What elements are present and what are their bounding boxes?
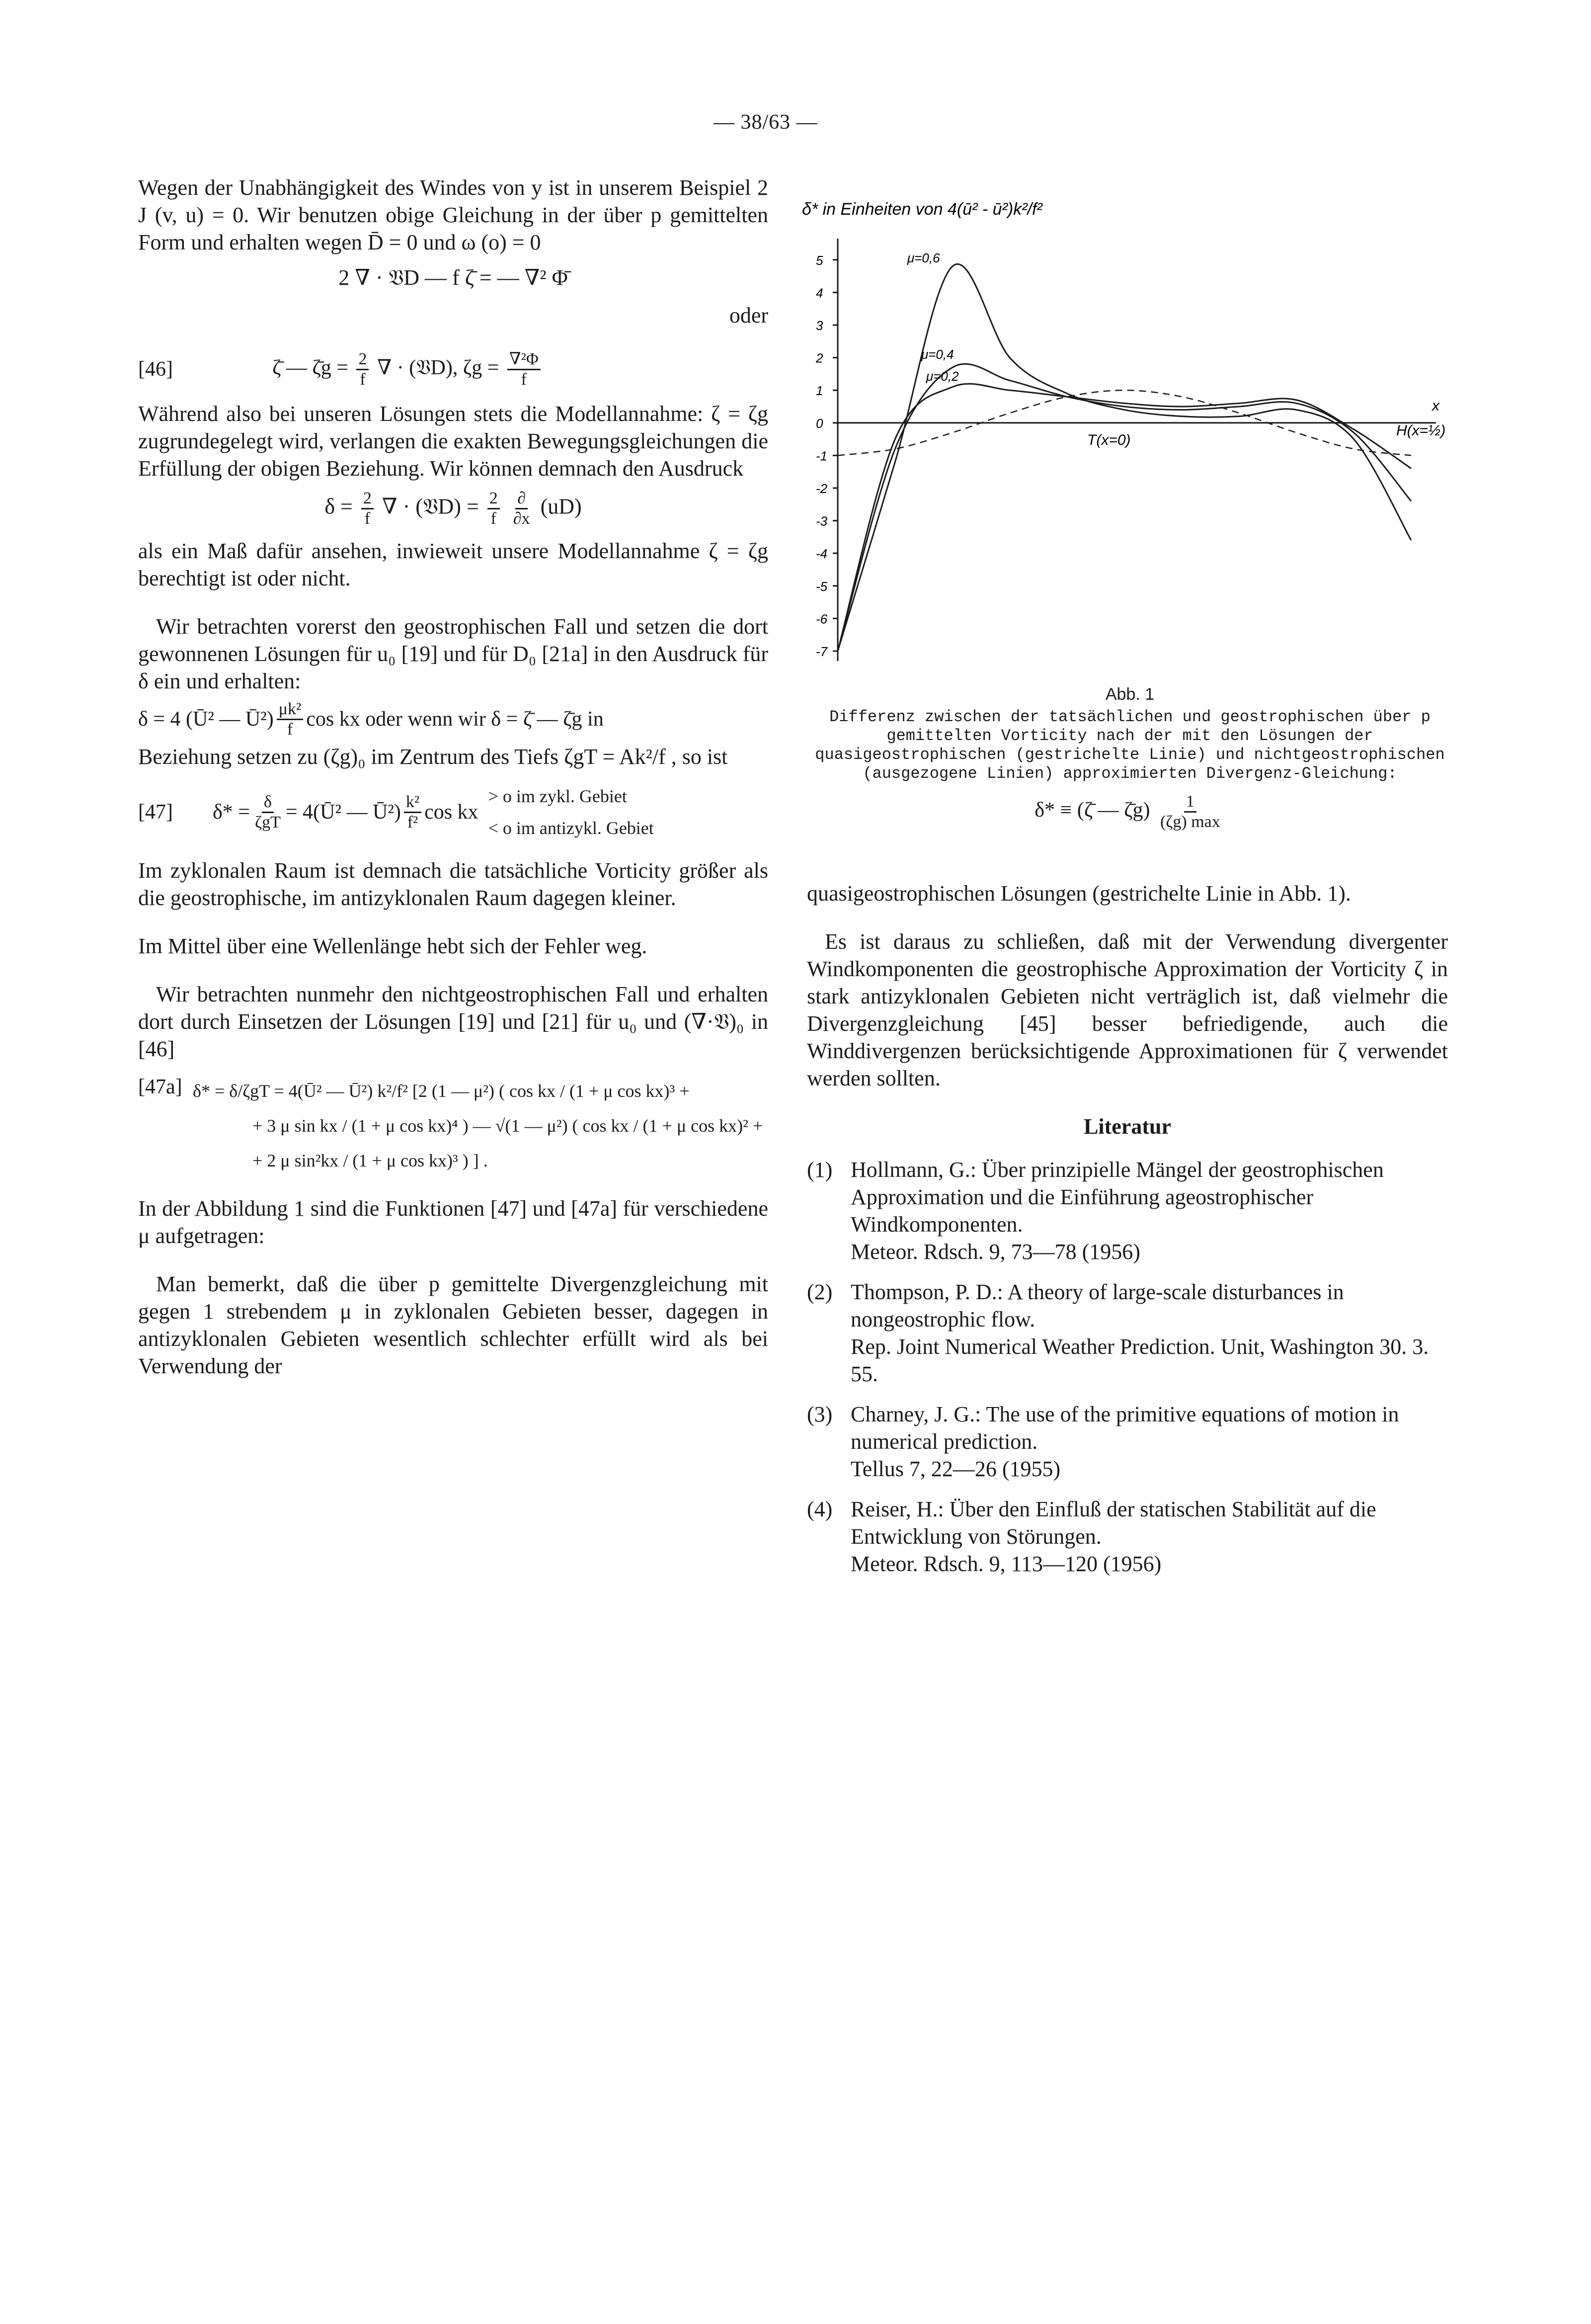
equation-line: + 3 μ sin kx / (1 + μ cos kx)⁴ ) — √(1 — μ²) ( cos kx / (1 + μ cos kx)² + [252, 1116, 763, 1136]
series-line-1 [838, 364, 1411, 651]
equation-46 [138, 350, 768, 389]
numerator: ∇²Φ [507, 350, 541, 370]
fraction [404, 793, 421, 832]
paragraph-conclusion: Es ist daraus zu schließen, daß mit der Verwendung divergenter Windkomponenten die geostrophische Approximation der Vorticity ζ in stark antizyklonalen Gebieten nicht verträglich ist, daß vielmehr die Divergenzgleichung [45] besser befriedigende, auch die Winddivergenzen berücksichtigende Approximationen für ζ verwendet werden sollten. [807, 929, 1448, 1090]
equation-delta-geo [138, 700, 768, 739]
curve-label-mu-06: μ=0,6 [907, 250, 940, 265]
caption-formula [807, 792, 1453, 831]
curve-label-mu-04: μ=0,4 [921, 347, 954, 362]
caption-text: Differenz zwischen der tatsächlichen und geostrophischen über p gemittelten Vorticity nach der mit den Lösungen der quasigeostrophischen (gestrichelte Linie) und nichtgeostrophischen (ausgezogene Linien) approximierten Divergenz-Gleichung: [815, 708, 1445, 783]
fraction [487, 489, 500, 528]
series-line-0 [838, 264, 1411, 651]
y-tick-label: -3 [816, 513, 828, 529]
reference-item [807, 1278, 1448, 1388]
denominator: f [521, 370, 527, 389]
denominator: f² [407, 813, 418, 831]
denominator: (ζg) max [1160, 813, 1220, 831]
reference-source: Meteor. Rdsch. 9, 73—78 (1956) [851, 1240, 1140, 1264]
reference-text [851, 1156, 1448, 1265]
paragraph-geostrophic: Wir betrachten vorerst den geostrophischen Fall und setzen die dort gewonnenen Lösungen für u₀ [19] und für D₀ [21a] in den Ausdruck für δ ein und erhalten: [138, 614, 768, 693]
reference-source: Meteor. Rdsch. 9, 113—120 (1956) [851, 1552, 1162, 1576]
figure-caption [807, 685, 1453, 831]
label-tief: T(x=0) [1087, 432, 1131, 448]
page-number: — 38/63 — [714, 111, 818, 134]
y-tick-label: -7 [816, 644, 828, 659]
equation-term: cos kx [424, 800, 478, 824]
reference-list [807, 1156, 1448, 1577]
left-column [138, 174, 768, 1401]
numerator: δ [262, 793, 274, 813]
equation-term: ζ̄ — ζ̄g = [272, 356, 348, 380]
y-tick-label: -2 [816, 481, 828, 496]
numerator: k² [404, 793, 421, 813]
numerator: 1 [1184, 792, 1196, 813]
fraction [277, 700, 303, 739]
formula-term: δ* ≡ (ζ̄ — ζ̄g) [1034, 799, 1150, 822]
denominator: ζgT [254, 813, 281, 831]
equation-number: [47a] [138, 1076, 182, 1098]
fraction [1158, 792, 1222, 831]
numerator: 2 [487, 489, 500, 509]
equation-body [213, 780, 768, 844]
paragraph-nongeostrophic: Wir betrachten nunmehr den nichtgeostrophischen Fall und erhalten dort durch Einsetzen der Lösungen [19] und [21] für u₀ und (∇·𝔙)₀ in [46] [138, 982, 768, 1061]
equation-term: = 4(Ū² — Ū²) [285, 800, 401, 824]
y-tick-label: -5 [816, 579, 828, 594]
x-axis-label: x [1432, 398, 1439, 414]
case-anticyclonic: < o im antizykl. Gebiet [488, 818, 654, 838]
denominator: f [364, 509, 371, 528]
y-tick-label: 4 [816, 285, 823, 301]
paragraph-cyclonic: Im zyklonalen Raum ist demnach die tatsächliche Vorticity größer als die geostrophische, im antizyklonalen Raum dagegen kleiner. [138, 858, 768, 910]
paragraph-model: Während also bei unseren Lösungen stets die Modellannahme: ζ = ζg zugrundegelegt wird, verlangen die exakten Bewegungsgleichungen die Erfüllung der obigen Beziehung. Wir können demnach den Ausdruck [138, 402, 768, 481]
numerator: μk² [277, 700, 303, 720]
equation-divergence: 2 ∇ · 𝔙D — f ζ̄ = — ∇² Φ̄ [338, 265, 568, 290]
equation-term: δ = [324, 494, 353, 519]
reference-title: Hollmann, G.: Über prinzipielle Mängel der geostrophischen Approximation und die Einführung ageostrophischer Windkomponenten. [851, 1158, 1384, 1237]
literature-heading: Literatur [1084, 1114, 1171, 1139]
denominator: f [490, 509, 496, 528]
reference-number: (4) [807, 1497, 833, 1521]
oder-label: oder [729, 303, 768, 328]
caption-title: Abb. 1 [1105, 685, 1155, 704]
equation-delta [138, 489, 768, 528]
reference-item [807, 1495, 1448, 1577]
equation-47 [138, 780, 768, 844]
fraction [361, 489, 374, 528]
figure-1-chart [795, 184, 1481, 681]
paragraph-quasigeo: quasigeostrophischen Lösungen (gestrichelte Linie in Abb. 1). [807, 881, 1351, 906]
reference-number: (1) [807, 1158, 833, 1182]
reference-item [807, 1156, 1448, 1265]
label-hoch: H(x=½) [1396, 422, 1446, 439]
equation-line: δ* = δ/ζgT = 4(Ū² — Ū²) k²/f² [2 (1 — μ²) ( cos kx / (1 + μ cos kx)³ + [193, 1081, 690, 1101]
reference-text [851, 1401, 1448, 1483]
paragraph-relation: Beziehung setzen zu (ζg)₀ im Zentrum des Tiefs ζgT = Ak²/f , so ist [138, 745, 728, 769]
equation-number: [47] [138, 800, 173, 824]
equation-term: ∇ · (𝔙D) = [382, 494, 479, 519]
numerator: 2 [356, 350, 369, 370]
y-tick-label: 2 [816, 350, 823, 366]
reference-text [851, 1495, 1448, 1577]
y-tick-label: 5 [816, 252, 823, 268]
case-cyclonic: > o im zykl. Gebiet [488, 786, 627, 806]
equation-term: cos kx oder wenn wir δ = ζ̄ — ζ̄g in [306, 708, 604, 731]
equation-47a [138, 1074, 768, 1178]
equation-term: ∇ · (𝔙D), ζg = [377, 356, 499, 380]
reference-title: Charney, J. G.: The use of the primitive equations of motion in numerical prediction. [851, 1402, 1399, 1454]
numerator: 2 [361, 489, 374, 509]
equation-term: δ* = [213, 800, 250, 824]
right-column [807, 880, 1448, 1590]
equation-number: [46] [138, 358, 173, 381]
paragraph-observation: Man bemerkt, daß die über p gemittelte Divergenzgleichung mit gegen 1 strebendem μ in zyklonalen Gebieten besser, dagegen in antizyklonalen Gebieten wesentlich schlechter erfüllt wird als bei Verwendung der [138, 1272, 768, 1378]
denominator: f [287, 720, 293, 739]
reference-text [851, 1278, 1448, 1388]
paragraph-figure-ref: In der Abbildung 1 sind die Funktionen [47] und [47a] für verschiedene μ aufgetragen: [138, 1196, 768, 1248]
y-tick-label: -1 [816, 448, 828, 464]
equation-body [193, 1074, 768, 1178]
denominator: ∂x [513, 509, 530, 528]
series-line-2 [838, 384, 1411, 651]
y-tick-label: 3 [816, 318, 823, 333]
reference-title: Reiser, H.: Über den Einfluß der statischen Stabilität auf die Entwicklung von Störungen. [851, 1497, 1376, 1549]
reference-source: Tellus 7, 22—26 (1955) [851, 1457, 1061, 1481]
equation-term: (uD) [540, 494, 582, 519]
equation-term: δ = 4 (Ū² — Ū²) [138, 708, 274, 731]
reference-source: Rep. Joint Numerical Weather Prediction. Unit, Washington 30. 3. 55. [851, 1334, 1429, 1386]
reference-title: Thompson, P. D.: A theory of large-scale disturbances in nongeostrophic flow. [851, 1280, 1344, 1331]
paragraph-measure: als ein Maß dafür ansehen, inwieweit unsere Modellannahme ζ = ζg berechtigt ist oder nicht. [138, 539, 768, 590]
denominator: f [360, 370, 366, 389]
y-tick-label: -4 [816, 546, 828, 562]
paragraph-mean: Im Mittel über eine Wellenlänge hebt sich der Fehler weg. [138, 934, 647, 958]
y-tick-label: 0 [816, 415, 823, 431]
chart-ylabel: δ* in Einheiten von 4(ū² - ū²)k²/f² [802, 200, 1042, 219]
paragraph-intro: Wegen der Unabhängigkeit des Windes von y ist in unserem Beispiel 2 J (v, u) = 0. Wir benutzen obige Gleichung in der über p gemittelten Form und erhalten wegen D̄ = 0 und ω (o) = 0 [138, 175, 768, 254]
equation-body [213, 350, 768, 389]
y-tick-label: -6 [816, 611, 828, 627]
y-tick-label: 1 [816, 383, 823, 399]
curve-label-mu-02: μ=0,2 [926, 369, 959, 384]
fraction [253, 793, 283, 832]
numerator: ∂ [515, 489, 528, 509]
case-distinction [488, 780, 654, 844]
fraction [507, 350, 541, 389]
fraction [356, 350, 369, 389]
fraction [511, 489, 532, 528]
equation-line: + 2 μ sin²kx / (1 + μ cos kx)³ ) ] . [252, 1151, 488, 1170]
reference-number: (3) [807, 1402, 833, 1426]
reference-number: (2) [807, 1280, 833, 1304]
reference-item [807, 1401, 1448, 1483]
